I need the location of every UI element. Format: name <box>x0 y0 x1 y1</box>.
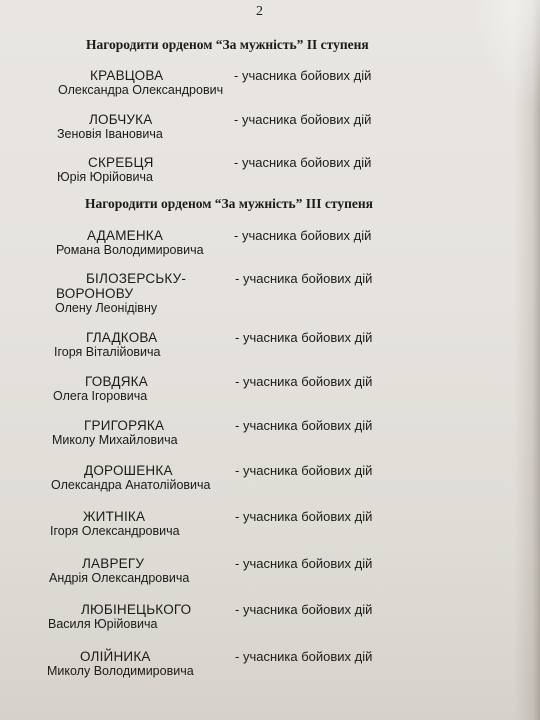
entry-status: - учасника бойових дій <box>234 228 372 243</box>
entry-given-names: Зеновія Івановича <box>57 127 163 141</box>
entry-status: - учасника бойових дій <box>235 649 373 664</box>
entry-given-names: Юрія Юрійовича <box>57 170 153 184</box>
entry-status: - учасника бойових дій <box>235 418 373 433</box>
award-entry <box>0 155 540 184</box>
page-number: 2 <box>256 4 263 19</box>
entry-status: - учасника бойових дій <box>235 374 373 389</box>
award-entry <box>0 374 540 403</box>
entry-given-names: Романа Володимировича <box>56 243 204 257</box>
entry-given-names: Василя Юрійовича <box>48 617 158 631</box>
entry-status: - учасника бойових дій <box>235 509 373 524</box>
entry-surname: ОЛІЙНИКА <box>80 649 151 664</box>
entry-given-names: Олександра Олександрович <box>58 83 224 97</box>
entry-surname: ДОРОШЕНКА <box>84 463 173 478</box>
entry-status: - учасника бойових дій <box>235 330 373 345</box>
entry-status: - учасника бойових дій <box>235 271 373 286</box>
entry-status: - учасника бойових дій <box>235 463 373 478</box>
award-entry <box>0 330 540 359</box>
entry-status: - учасника бойових дій <box>234 68 372 83</box>
award-entry <box>0 649 540 678</box>
award-entry <box>0 509 540 538</box>
entry-surname: ЛОБЧУКА <box>89 112 153 127</box>
section-heading-degree-3: Нагородити орденом “За мужність” ІІІ ступеня <box>85 196 373 211</box>
entry-given-names: Олександра Анатолійовича <box>51 478 211 492</box>
entry-surname: АДАМЕНКА <box>87 228 164 243</box>
award-entry <box>0 556 540 585</box>
entry-given-names: Олега Ігоровича <box>53 389 148 403</box>
entry-status: - учасника бойових дій <box>235 602 373 617</box>
section-heading-degree-2: Нагородити орденом “За мужність” ІІ ступеня <box>86 37 369 52</box>
entry-given-names: Ігоря Олександровича <box>50 524 180 538</box>
entry-status: - учасника бойових дій <box>235 556 373 571</box>
entry-surname: ЛАВРЕГУ <box>82 556 145 571</box>
entry-surname: СКРЕБЦЯ <box>88 155 154 170</box>
award-entry <box>0 112 540 141</box>
entry-given-names: Миколу Михайловича <box>52 433 178 447</box>
entry-given-names: Андрія Олександровича <box>49 571 190 585</box>
award-entry <box>0 68 540 97</box>
entry-surname: ЖИТНІКА <box>83 509 146 524</box>
entry-surname: ГЛАДКОВА <box>86 330 158 345</box>
award-entry <box>0 271 540 315</box>
entry-given-names: Миколу Володимировича <box>47 664 194 678</box>
entry-given-names: Ігоря Віталійовича <box>54 345 161 359</box>
entry-surname: КРАВЦОВА <box>90 68 164 83</box>
award-entry <box>0 463 540 492</box>
entry-status: - учасника бойових дій <box>234 155 372 170</box>
entry-surname-line-2: ВОРОНОВУ <box>56 286 134 301</box>
entry-surname: ГРИГОРЯКА <box>84 418 165 433</box>
award-entry <box>0 228 540 257</box>
award-entry <box>0 602 540 631</box>
entry-given-names: Олену Леонідівну <box>55 301 158 315</box>
entry-surname: БІЛОЗЕРСЬКУ- <box>86 271 187 286</box>
award-entry <box>0 418 540 447</box>
entry-status: - учасника бойових дій <box>234 112 372 127</box>
entry-surname: ЛЮБІНЕЦЬКОГО <box>81 602 192 617</box>
entry-surname: ГОВДЯКА <box>85 374 148 389</box>
